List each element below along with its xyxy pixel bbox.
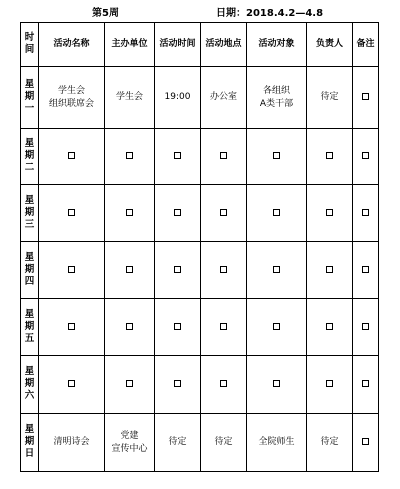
audience-cell — [247, 129, 307, 185]
empty-box-icon — [126, 209, 133, 216]
person-in-charge-cell — [307, 356, 353, 414]
empty-box-icon — [126, 380, 133, 387]
activity-time-cell — [155, 414, 201, 472]
remarks-cell — [353, 129, 379, 185]
header-time — [21, 23, 39, 67]
empty-box-icon — [126, 323, 133, 330]
cell-text: 各组织 A类干部 — [259, 85, 294, 109]
activity-name-cell — [39, 185, 105, 242]
cell-text: 待定 — [320, 92, 339, 102]
empty-box-icon — [174, 152, 181, 159]
empty-box-icon — [174, 209, 181, 216]
table-row — [21, 414, 379, 472]
remarks-cell — [353, 242, 379, 299]
remarks-cell — [353, 299, 379, 356]
empty-box-icon — [273, 209, 280, 216]
day-cell — [21, 185, 39, 242]
activity-name-cell — [39, 356, 105, 414]
activity-time-cell — [155, 242, 201, 299]
remarks-cell — [353, 414, 379, 472]
empty-box-icon — [273, 380, 280, 387]
remarks-cell — [353, 67, 379, 129]
empty-box-icon — [220, 380, 227, 387]
cell-text: 待定 — [214, 437, 233, 447]
empty-box-icon — [362, 209, 369, 216]
organizer-cell — [105, 67, 155, 129]
day-cell — [21, 414, 39, 472]
empty-box-icon — [273, 266, 280, 273]
location-cell — [201, 129, 247, 185]
week-label: 第5周 — [92, 8, 119, 19]
activity-name-cell — [39, 414, 105, 472]
empty-box-icon — [326, 266, 333, 273]
activity-time-cell — [155, 129, 201, 185]
header-audience: 活动对象 — [247, 23, 307, 67]
table-row — [21, 299, 379, 356]
table-row — [21, 356, 379, 414]
day-cell — [21, 129, 39, 185]
cell-text: 办公室 — [209, 92, 237, 102]
person-in-charge-cell — [307, 129, 353, 185]
empty-box-icon — [326, 152, 333, 159]
activity-name-cell — [39, 242, 105, 299]
organizer-cell — [105, 299, 155, 356]
location-cell — [201, 242, 247, 299]
empty-box-icon — [220, 209, 227, 216]
day-label: 星期三 — [24, 194, 35, 230]
audience-cell — [247, 414, 307, 472]
location-cell — [201, 299, 247, 356]
empty-box-icon — [174, 266, 181, 273]
day-label: 星期日 — [24, 424, 35, 459]
person-in-charge-cell — [307, 242, 353, 299]
audience-cell — [247, 185, 307, 242]
location-cell — [201, 67, 247, 129]
header-time-label: 时间 — [24, 32, 35, 55]
empty-box-icon — [362, 438, 369, 445]
header-location: 活动地点 — [201, 23, 247, 67]
day-cell — [21, 299, 39, 356]
empty-box-icon — [362, 323, 369, 330]
empty-box-icon — [362, 93, 369, 100]
header-organizer: 主办单位 — [105, 23, 155, 67]
empty-box-icon — [68, 152, 75, 159]
day-cell — [21, 242, 39, 299]
audience-cell — [247, 356, 307, 414]
empty-box-icon — [326, 323, 333, 330]
empty-box-icon — [126, 152, 133, 159]
cell-text: 党建 宣传中心 — [111, 430, 148, 454]
activity-time-cell — [155, 356, 201, 414]
audience-cell — [247, 67, 307, 129]
date-range: 日期：2018.4.2—4.8 — [216, 8, 324, 19]
day-label: 星期一 — [24, 79, 35, 114]
empty-box-icon — [174, 380, 181, 387]
empty-box-icon — [126, 266, 133, 273]
header-activity-time: 活动时间 — [155, 23, 201, 67]
table-row — [21, 129, 379, 185]
cell-text: 学生会 — [115, 92, 143, 102]
location-cell — [201, 185, 247, 242]
empty-box-icon — [362, 152, 369, 159]
activity-time-cell — [155, 185, 201, 242]
activity-time-cell — [155, 299, 201, 356]
cell-text: 待定 — [168, 437, 187, 447]
empty-box-icon — [68, 209, 75, 216]
activity-name-cell — [39, 299, 105, 356]
person-in-charge-cell — [307, 414, 353, 472]
organizer-cell — [105, 185, 155, 242]
header-activity-name: 活动名称 — [39, 23, 105, 67]
table-row — [21, 185, 379, 242]
organizer-cell — [105, 129, 155, 185]
activity-name-cell — [39, 67, 105, 129]
person-in-charge-cell — [307, 185, 353, 242]
day-cell — [21, 67, 39, 129]
cell-text: 全院师生 — [258, 437, 295, 447]
header-row — [21, 23, 379, 67]
day-label: 星期六 — [24, 366, 35, 401]
activity-time-cell — [155, 67, 201, 129]
table-row — [21, 67, 379, 129]
header-remarks: 备注 — [353, 23, 379, 67]
day-label: 星期四 — [24, 251, 35, 287]
empty-box-icon — [220, 152, 227, 159]
person-in-charge-cell — [307, 299, 353, 356]
header-person-in-charge: 负责人 — [307, 23, 353, 67]
empty-box-icon — [174, 323, 181, 330]
location-cell — [201, 356, 247, 414]
empty-box-icon — [326, 380, 333, 387]
location-cell — [201, 414, 247, 472]
schedule-table — [20, 22, 379, 472]
cell-text: 19:00 — [164, 92, 191, 102]
audience-cell — [247, 242, 307, 299]
remarks-cell — [353, 185, 379, 242]
day-label: 星期二 — [24, 138, 35, 173]
activity-name-cell — [39, 129, 105, 185]
empty-box-icon — [273, 323, 280, 330]
audience-cell — [247, 299, 307, 356]
empty-box-icon — [68, 266, 75, 273]
remarks-cell — [353, 356, 379, 414]
empty-box-icon — [273, 152, 280, 159]
cell-text: 待定 — [320, 437, 339, 447]
empty-box-icon — [362, 380, 369, 387]
person-in-charge-cell — [307, 67, 353, 129]
organizer-cell — [105, 242, 155, 299]
empty-box-icon — [220, 266, 227, 273]
empty-box-icon — [68, 380, 75, 387]
organizer-cell — [105, 414, 155, 472]
empty-box-icon — [326, 209, 333, 216]
empty-box-icon — [68, 323, 75, 330]
day-cell — [21, 356, 39, 414]
title-bar — [0, 0, 400, 22]
day-label: 星期五 — [24, 308, 35, 344]
table-row — [21, 242, 379, 299]
empty-box-icon — [220, 323, 227, 330]
cell-text: 清明诗会 — [53, 437, 90, 447]
cell-text: 学生会 组织联席会 — [48, 85, 94, 109]
organizer-cell — [105, 356, 155, 414]
empty-box-icon — [362, 266, 369, 273]
